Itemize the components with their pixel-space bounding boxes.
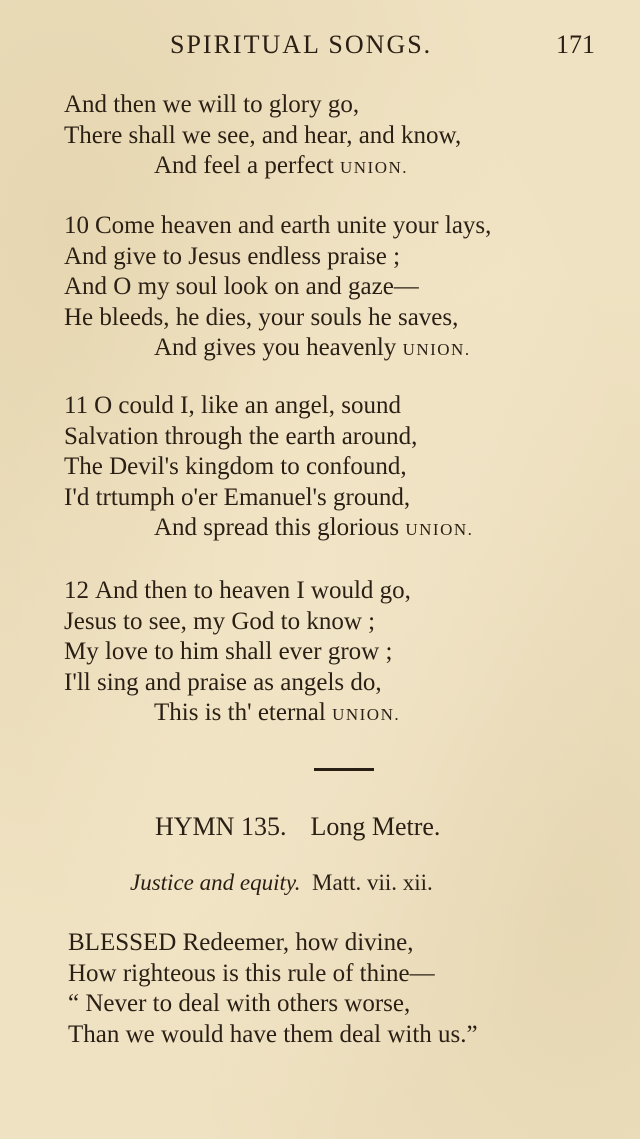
refrain-line — [64, 698, 624, 731]
hymn-label: HYMN 135. — [155, 812, 287, 841]
hymn-heading — [155, 812, 440, 842]
page-number: 171 — [556, 30, 595, 59]
refrain-text: And spread this glorious — [154, 514, 400, 541]
verse-line: There shall we see, and hear, and know, — [64, 121, 462, 149]
hymn-135-stanza-1 — [68, 928, 628, 1050]
verse-line: I'd trtumph o'er Emanuel's ground, — [64, 483, 411, 511]
refrain-text: And gives you heavenly — [154, 334, 397, 361]
refrain-union: UNION. — [332, 705, 401, 724]
verse-line — [64, 576, 624, 607]
verse-line: Salvation through the earth around, — [64, 422, 418, 450]
refrain-text: This is th' eternal — [154, 699, 326, 726]
running-title: SPIRITUAL SONGS. — [170, 30, 433, 59]
stanza-12 — [64, 576, 624, 731]
verse-first-line: And then to heaven I would go, — [95, 577, 411, 604]
stanza-11 — [64, 391, 624, 546]
hymn-meter: Long Metre. — [310, 812, 441, 841]
stanza-10 — [64, 211, 624, 366]
stanza-number: 12 — [64, 577, 89, 604]
verse-line — [64, 211, 624, 242]
verse-line: Than we would have them deal with us.” — [68, 1020, 478, 1048]
verse-line: I'll sing and praise as angels do, — [64, 668, 382, 696]
hymn-subject: Justice and equity. — [130, 870, 301, 895]
verse-line: And then we will to glory go, — [64, 91, 360, 118]
verse-first-line: O could I, like an angel, sound — [94, 392, 401, 419]
verse-line: He bleeds, he dies, your souls he saves, — [64, 303, 459, 331]
verse-line: My love to him shall ever grow ; — [64, 638, 393, 665]
refrain-line — [64, 333, 624, 366]
refrain-union: UNION. — [340, 158, 409, 177]
stanza-number: 11 — [64, 392, 89, 419]
refrain-text: And feel a perfect — [154, 152, 334, 179]
verse-line: And O my soul look on and gaze— — [64, 273, 419, 300]
refrain-union: UNION. — [402, 340, 471, 359]
verse-line: And give to Jesus endless praise ; — [64, 242, 401, 270]
verse-line: Jesus to see, my God to know ; — [64, 607, 376, 635]
stanza-number: 10 — [64, 212, 89, 239]
verse-line: The Devil's kingdom to confound, — [64, 453, 407, 480]
verse-first-line: Come heaven and earth unite your lays, — [95, 212, 492, 239]
scripture-reference: Matt. vii. xii. — [312, 870, 433, 895]
refrain-line — [64, 151, 624, 184]
hymn-subtitle — [130, 870, 433, 896]
refrain-union: UNION. — [405, 520, 474, 539]
verse-line — [64, 391, 624, 422]
verse-line: BLESSED Redeemer, how divine, — [68, 929, 414, 956]
section-divider — [314, 768, 374, 771]
refrain-line — [64, 513, 624, 546]
verse-line: “ Never to deal with others worse, — [68, 990, 411, 1017]
stanza-continued — [64, 90, 624, 184]
verse-line: How righteous is this rule of thine— — [68, 959, 435, 987]
